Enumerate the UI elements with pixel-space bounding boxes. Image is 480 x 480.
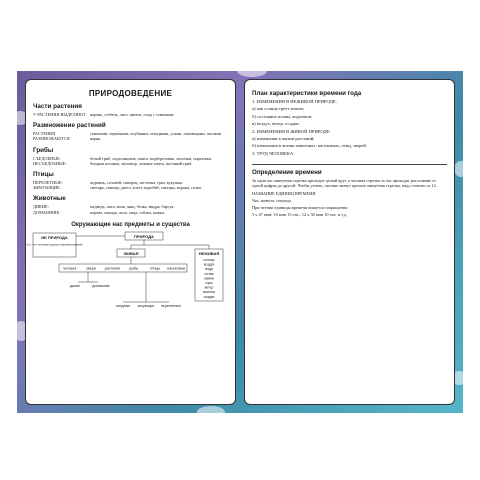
decor-blob (237, 65, 267, 77)
definition-row (33, 185, 228, 190)
living-child-label: птицы (149, 266, 161, 271)
time-paragraph: Час, минута, секунда. (252, 197, 292, 203)
left-reference-page (25, 79, 236, 405)
term-label: ДОМАШНИЕ: (33, 209, 61, 215)
section-heading: Части растения (33, 103, 82, 110)
section-heading: Птицы (33, 171, 54, 179)
nonliving-item-label: осадки (203, 294, 215, 299)
section-divider (252, 164, 447, 165)
time-paragraph: За один час минутная стрелка проходит целый круг, а часовая стрелка за час проходит расстояние от одной цифры до другой. Чтобы узнать, сколько минут прошло минутная стрелка, надо считать от 12. (252, 178, 437, 189)
term-definition: журавль, соловей, скворец, ласточка, грач, кукушка. (90, 180, 183, 186)
living-child-label: человек (63, 266, 77, 271)
nonliving-item-label: солнце (203, 257, 215, 262)
term-label: ДИКИЕ: (33, 204, 50, 210)
plan-item: б) состояние почвы, водоемов; (252, 113, 313, 119)
bird-kind-label: кочующие (137, 303, 155, 308)
diagram-title: Окружающие нас предметы и существа (71, 221, 190, 228)
definition-row (33, 161, 228, 166)
time-paragraph: НАЗВАНИЕ ЕДИНИЦ ВРЕМЕНИ (252, 190, 316, 196)
notebook-inner-cover (17, 71, 463, 413)
term-label: СЪЕДОБНЫЕ: (33, 155, 61, 161)
term-definition: корова, лошадь, коза, овца, собака, кошка. (90, 209, 166, 215)
page-title: ПРИРОДОВЕДЕНИЕ (88, 89, 173, 98)
plan-list (252, 99, 447, 156)
nonliving-item-label: воздух (203, 262, 215, 267)
term-definition: корень, стебель, лист, цветок, плод с семенами. (90, 112, 175, 117)
right-reference-page (244, 79, 455, 405)
time-paragraph: 5 ч 47 мин; 10 мин 15 сек.; 12 ч 30 мин 10 сек. и т.д. (252, 212, 347, 218)
bird-kind-label: перелетные (160, 303, 182, 308)
plan-item: 1. ИЗМЕНЕНИЯ В НЕЖИВОЙ ПРИРОДЕ: (252, 99, 337, 104)
term-label: ПЕРЕЛЕТНЫЕ: (33, 180, 63, 186)
definition-row (33, 131, 228, 141)
nature-sections (33, 103, 228, 215)
living-child-label: растения (104, 266, 121, 271)
nonliving-item-label: ветер (204, 285, 214, 290)
decor-blob (197, 406, 225, 418)
nonliving-item-label: камни (204, 276, 214, 281)
plan-item: а) как солнце греет землю; (252, 106, 305, 112)
living-label: ЖИВАЯ (123, 250, 139, 256)
term-definition: белый гриб, подосиновик, опята, подберезовик, лисички, сыроежки. (90, 155, 213, 161)
plan-item: а) изменения в жизни растений; (252, 136, 315, 142)
nonliving-label: НЕЖИВАЯ (198, 250, 220, 256)
term-definition: бледная поганка, мухомор, ложные опята, желчный гриб. (90, 160, 193, 166)
nature-label: ПРИРОДА (134, 233, 154, 239)
living-child-label: рыбы (129, 266, 139, 271)
nature-tree-diagram (26, 230, 229, 322)
section-heading: Размножение растений (33, 122, 106, 130)
time-title: Определение времени (252, 169, 322, 177)
plan-item: в) воздух, ветер, осадки. (252, 121, 300, 127)
living-child-label: насекомые (167, 266, 186, 271)
not-nature-note: (то, что человек сделал своими руками) (26, 242, 83, 247)
living-child-label: звери (86, 266, 96, 271)
not-nature-label: НЕ ПРИРОДА (41, 234, 68, 240)
time-paragraph: При чтении единицы времени пишутся сокращенно: (252, 205, 349, 211)
plan-item: 2. ИЗМЕНЕНИЯ В ЖИВОЙ ПРИРОДЕ: (252, 128, 331, 134)
animal-kind-label: домашние (92, 283, 110, 288)
term-label: ЗИМУЮЩИЕ: (33, 185, 61, 191)
definition-row (33, 210, 228, 215)
term-definition: медведь, лиса, волк, заяц, белка, выдра, барсук. (90, 204, 175, 210)
bird-kind-label: оседлые (115, 303, 131, 308)
nonliving-item-label: вода (205, 267, 213, 272)
definition-row (33, 112, 228, 117)
animal-kind-label: дикие (70, 283, 80, 288)
section-heading: Грибы (33, 146, 54, 154)
nonliving-item-label: молнии (203, 290, 215, 295)
time-section (252, 178, 447, 217)
plan-item: 3. ТРУД ЧЕЛОВЕКА. (252, 150, 295, 156)
plan-item: б) изменения в жизни животных: насекомых, птиц, зверей. (252, 143, 367, 149)
nonliving-item-label: почва (204, 271, 214, 276)
term-definition: снегирь, синица, дятел, клест, воробей, снегирь, ворона, галка. (90, 185, 202, 191)
term-label: НЕСЪЕДОБНЫЕ: (33, 160, 67, 166)
plan-title: План характеристики времени года (252, 90, 362, 97)
section-heading: Животные (33, 195, 66, 203)
nonliving-item-label: горы (205, 280, 213, 285)
term-label: У РАСТЕНИЯ ВЫДЕЛЯЮТ (33, 112, 86, 117)
term-definition: семенами, черенками, клубнями, отводками, усами, луковицами, частями корня. (90, 131, 222, 142)
decor-blob (454, 161, 468, 177)
term-label: РАСТЕНИЯ РАЗМНОЖАЮТСЯ (33, 131, 70, 142)
